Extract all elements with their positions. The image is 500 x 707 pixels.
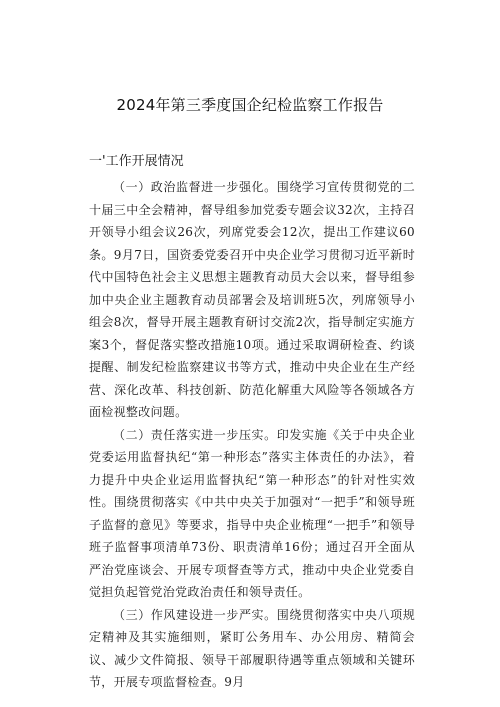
paragraph-political-supervision: （一）政治监督进一步强化。围绕学习宣传贯彻党的二十届三中全会精神，督导组参加党委专题会议32次，主持召开领导小组会议26次，列席党委会12次，提出工作建议60条。9月7日，国资委党委召开中央企业学习贯彻习近平新时代中国特色社会主义思想主题教育动员大会以来，督导组参加中央企业主题教育动员部署会及培训班5次，列席领导小组会8次，督导开展主题教育研讨交流2次，指导制定实施方案3个，督促落实整改措施10项。通过采取调研检查、约谈提醒、制发纪检监察建议书等方式，推动中央企业在生产经营、深化改革、科技创新、防范化解重大风险等各领域各方面检视整改问题。: [89, 180, 415, 419]
paragraph-work-style: （三）作风建设进一步严实。围绕贯彻落实中央八项规定精神及其实施细则，紧盯公务用车、办公用房、精简会议、减少文件简报、领导干部履职待遇等重点领域和关键环节，开展专项监督检查。9月: [89, 607, 415, 689]
body-text: [89, 176, 415, 694]
paragraph-responsibility: （二）责任落实进一步压实。印发实施《关于中央企业党委运用监督执纪“第一种形态”落实主体责任的办法》，着力提升中央企业运用监督执纪“第一种形态”的针对性实效性。围绕贯彻落实《中共中央关于加强对“一把手”和领导班子监督的意见》等要求，指导中央企业梳理“一把手”和领导班子监督事项清单73份、职责清单16份；通过召开全面从严治党座谈会、开展专项督查等方式，推动中央企业党委自觉担负起管党治党政治责任和领导责任。: [89, 427, 415, 599]
document-title: 2024年第三季度国企纪检监察工作报告: [116, 96, 384, 114]
section-heading: 一'工作开展情况: [89, 154, 184, 169]
